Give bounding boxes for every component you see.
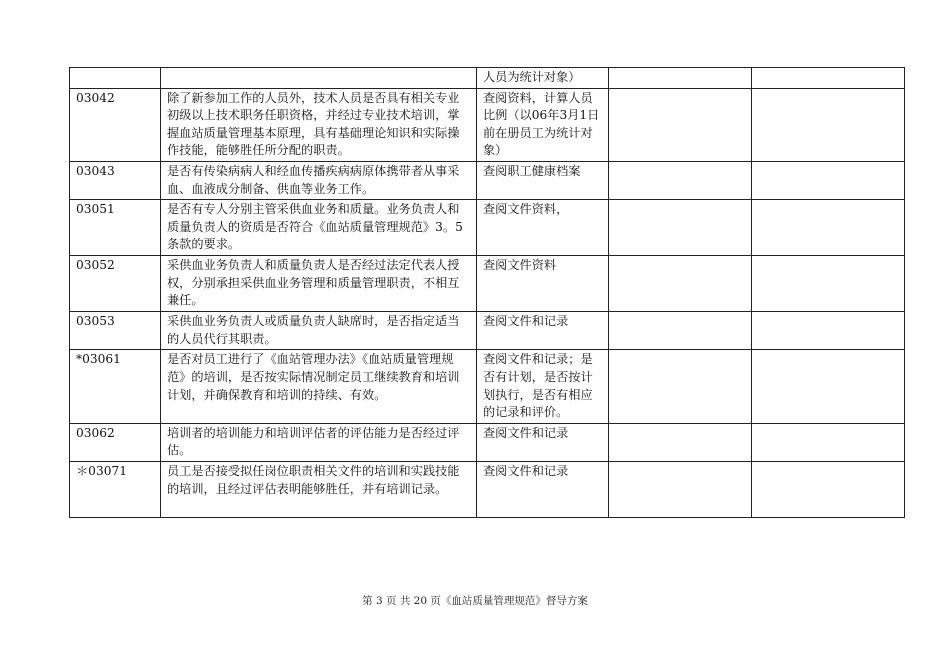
page-footer: 第 3 页 共 20 页《血站质量管理规范》督导方案: [362, 595, 588, 607]
blank-cell: [752, 350, 905, 423]
blank-cell: [609, 161, 752, 199]
item-content-cell: 是否有传染病病人和经血传播疾病病原体携带者从事采血、血液成分制备、供血等业务工作。: [161, 161, 477, 199]
table-row: [70, 256, 905, 312]
blank-cell: [752, 256, 905, 312]
check-method-cell: 查阅文件资料，: [477, 200, 609, 256]
blank-cell: [752, 161, 905, 199]
check-method-cell: 查阅文件和记录: [477, 461, 609, 517]
item-content-cell: 是否有专人分别主管采供血业务和质量。业务负责人和质量负责人的资质是否符合《血站质量管理规范》3。5条款的要求。: [161, 200, 477, 256]
blank-cell: [609, 200, 752, 256]
item-code-cell: *03061: [70, 350, 161, 423]
inspection-table: [69, 67, 905, 518]
table-row: [70, 461, 905, 517]
blank-cell: [752, 461, 905, 517]
item-code-cell: ＊03071: [70, 461, 161, 517]
item-content-cell: 采供血业务负责人和质量负责人是否经过法定代表人授权，分别承担采供血业务管理和质量管理职责，不相互兼任。: [161, 256, 477, 312]
blank-cell: [752, 88, 905, 161]
check-method-cell: 人员为统计对象）: [477, 68, 609, 89]
blank-cell: [752, 68, 905, 89]
table-row: [70, 312, 905, 350]
item-content-cell: 培训者的培训能力和培训评估者的评估能力是否经过评估。: [161, 423, 477, 461]
blank-cell: [752, 423, 905, 461]
blank-cell: [609, 350, 752, 423]
table-row: [70, 200, 905, 256]
table-row: [70, 161, 905, 199]
check-method-cell: 查阅文件和记录: [477, 312, 609, 350]
blank-cell: [609, 88, 752, 161]
item-content-cell: 除了新参加工作的人员外，技术人员是否具有相关专业初级以上技术职务任职资格，并经过专业技术培训，掌握血站质量管理基本原理，具有基础理论知识和实际操作技能，能够胜任所分配的职责。: [161, 88, 477, 161]
check-method-cell: 查阅文件资料: [477, 256, 609, 312]
item-code-cell: 03042: [70, 88, 161, 161]
check-method-cell: 查阅文件和记录；是否有计划，是否按计划执行，是否有相应的记录和评价。: [477, 350, 609, 423]
table-row: [70, 350, 905, 423]
blank-cell: [609, 312, 752, 350]
blank-cell: [609, 461, 752, 517]
item-code-cell: 03051: [70, 200, 161, 256]
check-method-cell: 查阅文件和记录: [477, 423, 609, 461]
item-code-cell: 03062: [70, 423, 161, 461]
blank-cell: [752, 200, 905, 256]
blank-cell: [609, 256, 752, 312]
blank-cell: [609, 68, 752, 89]
table-row: [70, 423, 905, 461]
table-row: [70, 88, 905, 161]
blank-cell: [752, 312, 905, 350]
item-code-cell: 03052: [70, 256, 161, 312]
item-code-cell: [70, 68, 161, 89]
item-content-cell: 是否对员工进行了《血站管理办法》《血站质量管理规范》的培训，是否按实际情况制定员工继续教育和培训计划，并确保教育和培训的持续、有效。: [161, 350, 477, 423]
item-content-cell: 员工是否接受拟任岗位职责相关文件的培训和实践技能的培训，且经过评估表明能够胜任，并有培训记录。: [161, 461, 477, 517]
table-row: [70, 68, 905, 89]
check-method-cell: 查阅职工健康档案: [477, 161, 609, 199]
item-code-cell: 03043: [70, 161, 161, 199]
check-method-cell: 查阅资料，计算人员比例（以06年3月1日前在册员工为统计对象）: [477, 88, 609, 161]
item-content-cell: [161, 68, 477, 89]
blank-cell: [609, 423, 752, 461]
item-code-cell: 03053: [70, 312, 161, 350]
item-content-cell: 采供血业务负责人或质量负责人缺席时，是否指定适当的人员代行其职责。: [161, 312, 477, 350]
